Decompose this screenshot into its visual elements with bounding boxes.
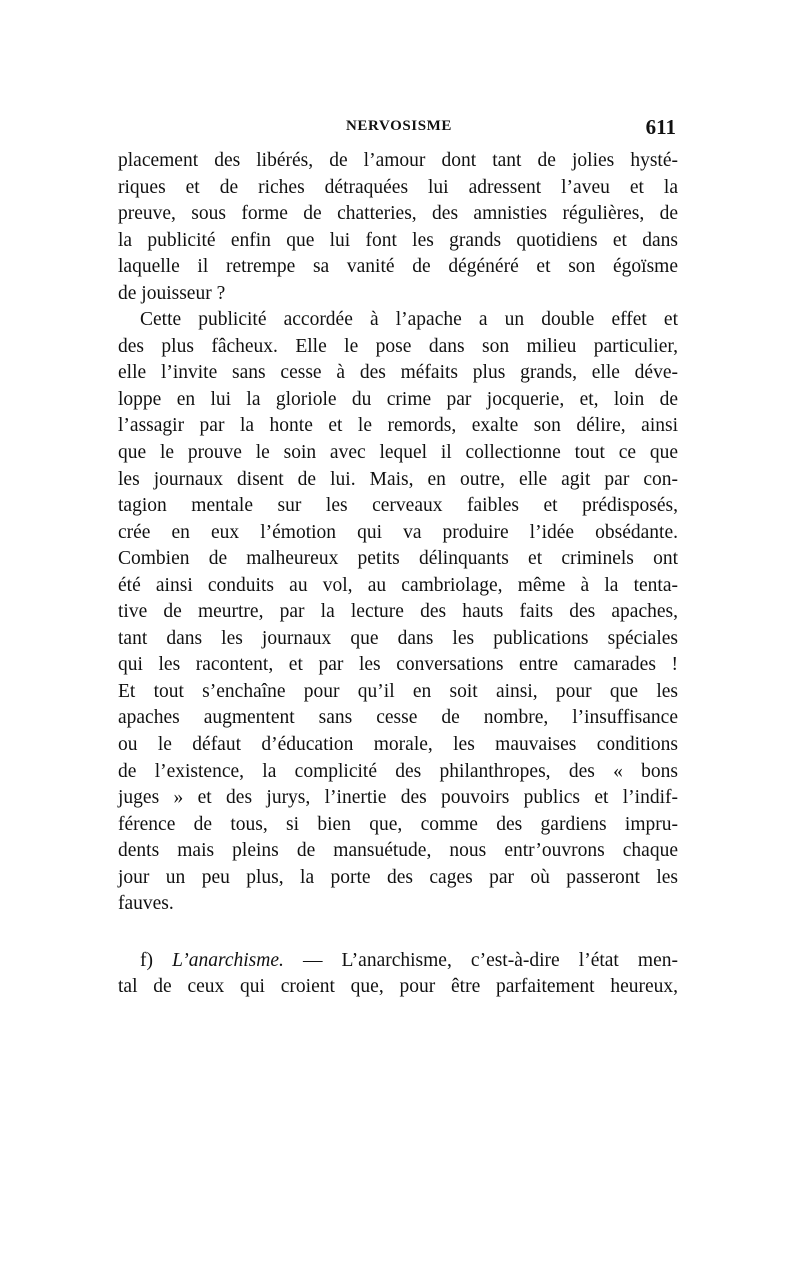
section-title: L’anarchisme. [172,949,284,971]
page-number: 611 [645,115,676,139]
text-line: tive de meurtre, par la lecture des hauts faits des apaches, [118,601,678,623]
paragraph [118,307,678,918]
text-line: fauves. [118,893,174,915]
text-line: juges » et des jurys, l’inertie des pouvoirs publics et l’indif- [118,787,678,809]
text-line: la publicité enfin que lui font les grands quotidiens et dans [118,229,678,251]
text-line: tal de ceux qui croient que, pour être parfaitement heureux, [118,976,678,998]
text-line: l’assagir par la honte et le remords, exalte son délire, ainsi [118,415,678,437]
section-text: — L’anarchisme, c’est-à-dire l’état men- [302,949,678,971]
text-line: laquelle il retrempe sa vanité de dégénéré et son égoïsme [118,256,678,278]
text-line: tant dans les journaux que dans les publications spéciales [118,627,678,649]
paragraph [118,148,678,307]
text-line: ou le défaut d’éducation morale, les mauvaises conditions [118,734,678,756]
text-line: tagion mentale sur les cerveaux faibles et prédisposés, [118,495,678,517]
text-line: des plus fâcheux. Elle le pose dans son milieu particulier, [118,335,678,357]
text-line: placement des libérés, de l’amour dont tant de jolies hysté- [118,150,678,171]
text-line: dents mais pleins de mansuétude, nous entr’ouvrons chaque [118,840,678,862]
body-text [118,148,678,1001]
text-line: Et tout s’enchaîne pour qu’il en soit ainsi, pour que les [118,680,678,702]
text-line: elle l’invite sans cesse à des méfaits plus grands, elle déve- [118,362,678,384]
text-line: les journaux disent de lui. Mais, en outre, elle agit par con- [118,468,678,490]
text-line: preuve, sous forme de chatteries, des amnisties régulières, de [118,203,678,225]
text-line: loppe en lui la gloriole du crime par jocquerie, et, loin de [118,388,678,410]
text-line: férence de tous, si bien que, comme des gardiens impru- [118,813,678,835]
text-line: Cette publicité accordée à l’apache a un double effet et [140,309,678,331]
running-title: NERVOSISME [346,118,453,134]
section-heading-line [118,948,678,975]
text-line: été ainsi conduits au vol, au cambriolage, même à la tenta- [118,574,678,596]
text-line: riques et de riches détraquées lui adressent l’aveu et la [118,176,678,198]
section-prefix: f) [140,949,153,971]
text-line: apaches augmentent sans cesse de nombre, l’insuffisance [118,707,678,729]
text-line: que le prouve le soin avec lequel il collectionne tout ce que [118,442,678,464]
text-line: jour un peu plus, la porte des cages par où passeront les [118,866,678,888]
section-paragraph [118,948,678,1001]
text-line: de jouisseur ? [118,282,226,304]
text-line: crée en eux l’émotion qui va produire l’idée obsédante. [118,521,678,543]
section-spacer [118,918,678,948]
text-line: Combien de malheureux petits délinquants et criminels ont [118,548,678,570]
text-line: de l’existence, la complicité des philanthropes, des « bons [118,760,678,782]
text-line: qui les racontent, et par les conversations entre camarades ! [118,654,678,676]
running-head [118,115,678,142]
